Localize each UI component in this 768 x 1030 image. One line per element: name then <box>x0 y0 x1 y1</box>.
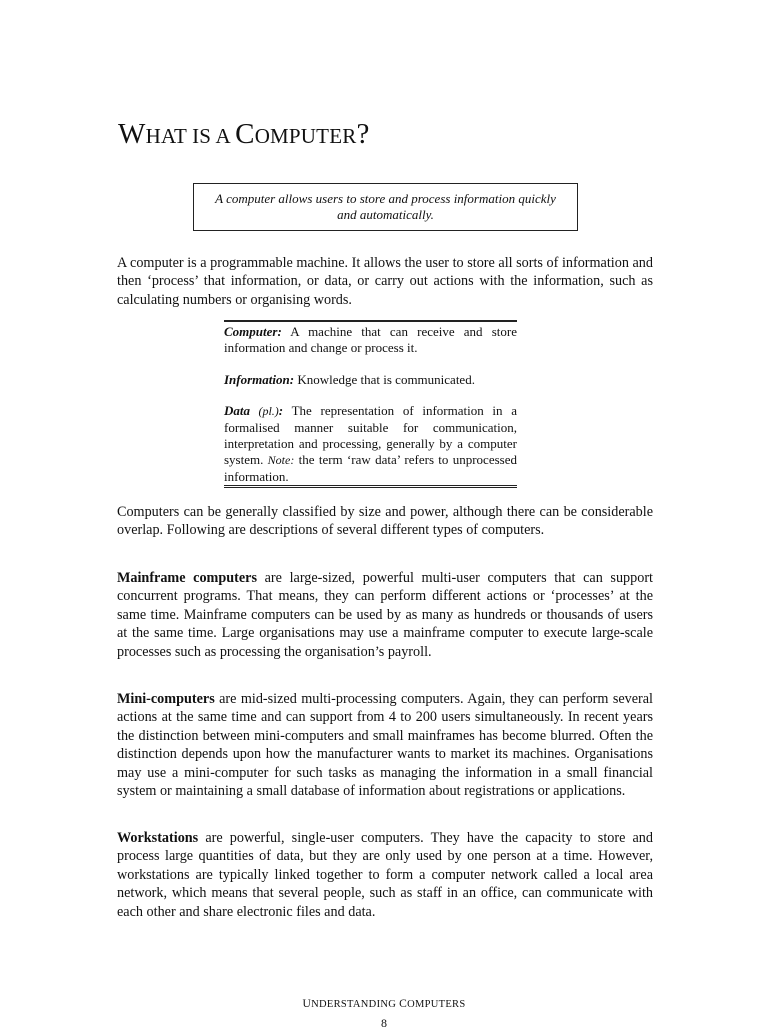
mini-computer-paragraph <box>117 690 653 800</box>
footer-letter-u: U <box>302 998 312 1010</box>
definition-text-computer: A machine that can receive and store information and change or process it. <box>224 324 517 356</box>
mini-computer-term: Mini-computers <box>117 691 215 707</box>
classification-paragraph: Computers can be generally classified by size and power, although there can be considerable overlap. Following are descriptions of several different types of computers. <box>117 504 653 539</box>
definition-data <box>224 403 517 485</box>
definition-text-information: Knowledge that is communicated. <box>294 371 475 387</box>
title-question-mark: ? <box>356 118 370 150</box>
definitions-box <box>224 320 517 488</box>
title-letter-w: W <box>118 118 146 150</box>
definition-note-text: the term ‘raw data’ refers to unprocessed information. <box>224 452 517 484</box>
page-number: 8 <box>381 1016 387 1030</box>
definition-term-computer: Computer: <box>224 324 282 339</box>
intro-paragraph: A computer is a programmable machine. It allows the user to store all sorts of information and then ‘process’ that information, or data, or carry out actions with the information, such as calculating numbers or organising words. <box>117 255 653 308</box>
definition-note-label: Note: <box>267 453 295 468</box>
workstations-paragraph <box>117 829 653 921</box>
footer-part-nderstanding: NDERSTANDING <box>311 999 397 1010</box>
running-footer <box>0 998 768 1010</box>
title-part-a: A <box>215 124 236 148</box>
definition-plural-marker: (pl.) <box>250 404 279 419</box>
definition-term-information: Information: <box>224 371 295 387</box>
title-part-hat: HAT <box>145 124 187 148</box>
footer-letter-c: C <box>399 998 408 1010</box>
definition-computer <box>224 324 517 357</box>
definition-text-data: The representation of information in a formalised manner suitable for communication, interpretation and processing, generally by a computer system. <box>224 403 517 468</box>
workstations-term: Workstations <box>117 830 199 846</box>
title-part-is: IS <box>186 124 216 148</box>
mainframe-paragraph <box>117 569 653 661</box>
title-part-omputer: OMPUTER <box>254 124 357 148</box>
workstations-text: are powerful, single-user computers. They have the capacity to store and process large quantities of data, but they are only used by one person at a time. However, workstations are typically linked together to form a computer network called a local area network, which means that several people, such as staff in an office, can communicate with each other and share electronic files and data. <box>117 830 653 920</box>
definition-information <box>224 372 517 388</box>
footer-part-omputers: OMPUTERS <box>407 999 466 1010</box>
definition-colon: : <box>278 403 284 419</box>
summary-text: A computer allows users to store and process information quickly and automatically. <box>215 191 556 222</box>
mainframe-text: are large-sized, powerful multi-user computers that can support concurrent programs. That means, they can perform different actions or ‘processes’ at the same time. Mainframe computers can be used by as many as hundreds or thousands of users at the same time. Large organisations may use a mainframe computer to execute large-scale processes such as processing the organisation’s payroll. <box>117 570 653 660</box>
page-title <box>118 116 370 154</box>
mini-computer-text: are mid-sized multi-processing computers. Again, they can perform several actions at the same time and can support from 4 to 200 users simultaneously. In recent years the distinction between mini-computers and small mainframes has become blurred. Often the distinction depends upon how the manufacturer wants to market its machines. Organisations may use a mini-computer for such tasks as managing the information in a small financial system or maintaining a small database of information about registrations or applications. <box>117 691 653 800</box>
title-letter-c: C <box>235 118 255 150</box>
summary-box <box>193 183 578 231</box>
mainframe-term: Mainframe computers <box>117 570 258 586</box>
definition-term-data: Data <box>224 403 250 419</box>
